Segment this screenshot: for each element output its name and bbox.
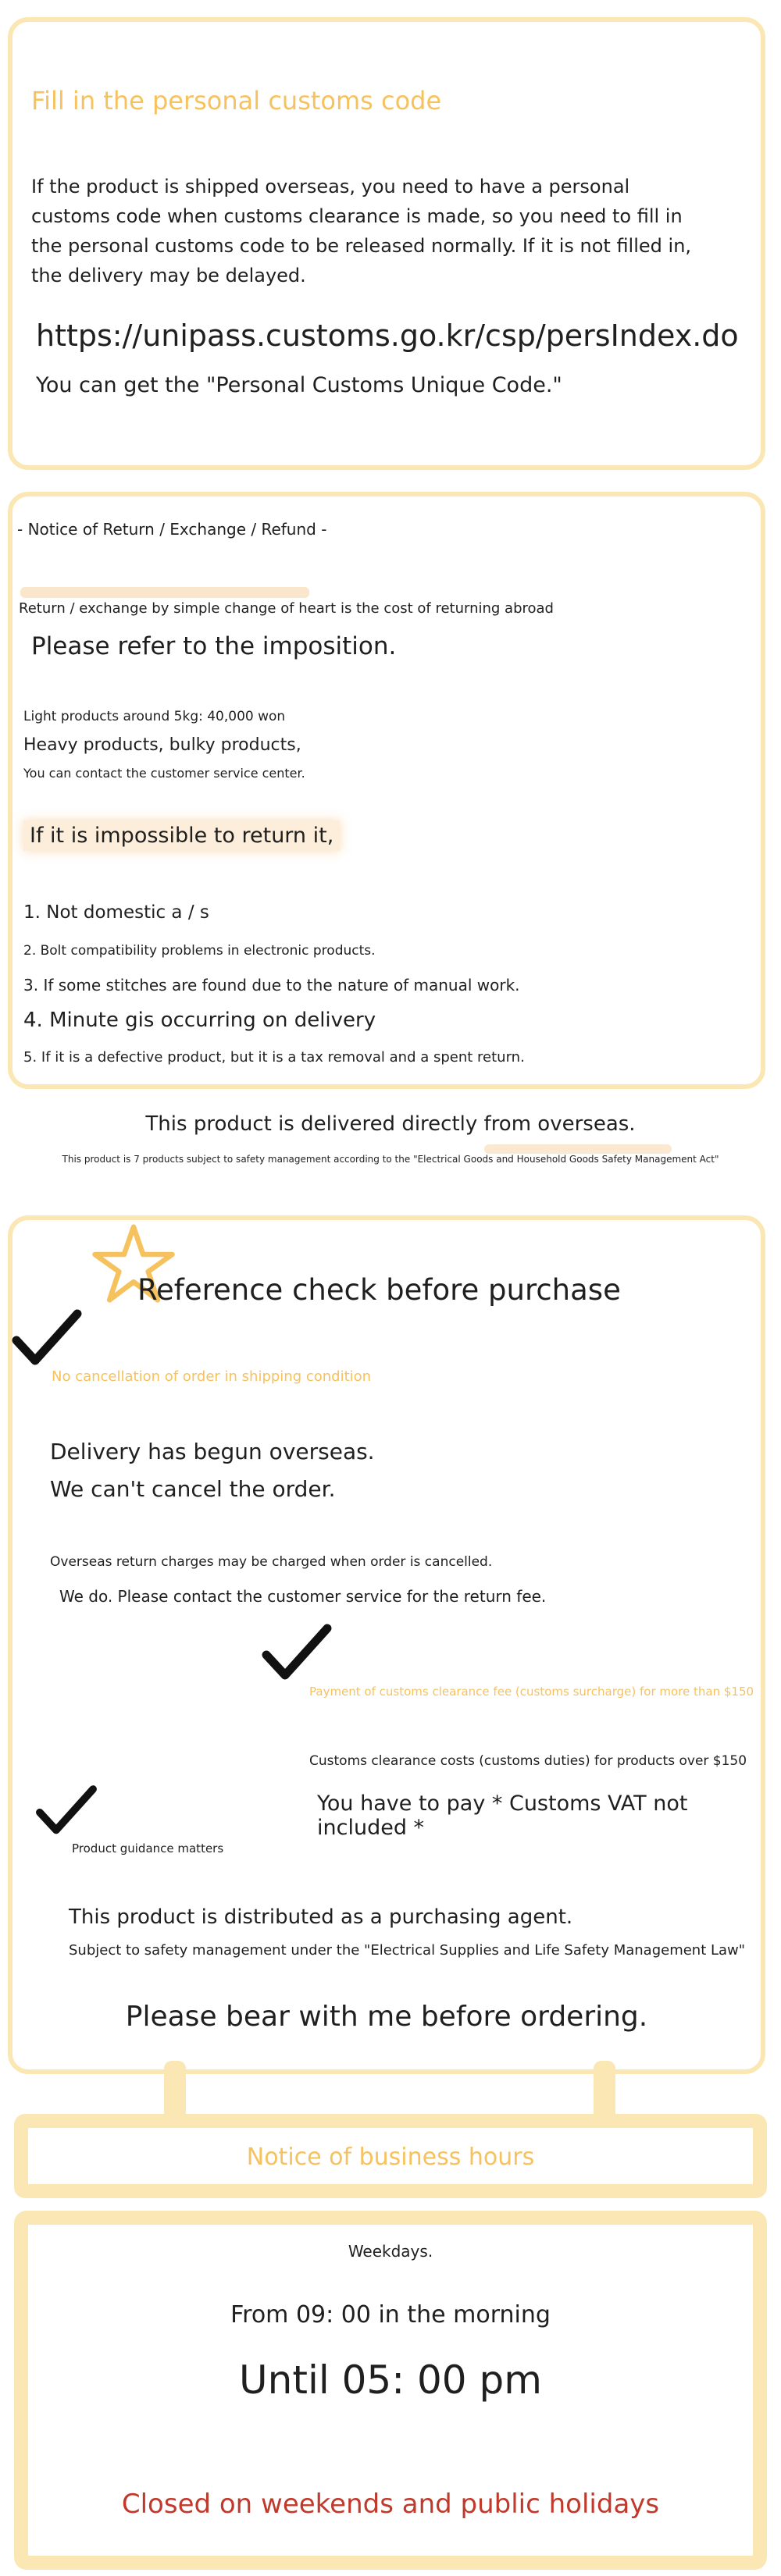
pay-notice: You have to pay * Customs VAT not included * — [317, 1791, 688, 1840]
customs-body: If the product is shipped overseas, you need to have a personal customs code when customs clearance is made, so you need to fill in the personal customs code to be released normally. If it is not filled in, the delivery may be delayed. — [31, 176, 692, 286]
safety-line: Subject to safety management under the "Electrical Supplies and Life Safety Management Law" — [69, 1942, 746, 1959]
customs-url[interactable]: https://unipass.customs.go.kr/csp/persIndex.do — [36, 318, 739, 353]
overseas-line-2: This product is 7 products subject to safety management according to the "Electrical Goods and Household Goods Safety Management Act" — [62, 1154, 719, 1165]
reference-title: Reference check before purchase — [137, 1273, 621, 1307]
overseas-line-1: This product is delivered directly from overseas. — [145, 1112, 636, 1136]
charges-line-1: Overseas return charges may be charged when order is cancelled. — [50, 1554, 493, 1570]
return-title: - Notice of Return / Exchange / Refund - — [17, 520, 327, 539]
customs-note: You can get the "Personal Customs Unique Code." — [36, 373, 562, 397]
return-line-4: Heavy products, bulky products, — [23, 735, 301, 755]
hours-weekdays: Weekdays. — [348, 2242, 433, 2261]
hours-title-board — [14, 2114, 767, 2198]
checkmark-icon — [35, 1784, 98, 1838]
customs-fee-label: Payment of customs clearance fee (customs surcharge) for more than $150 — [309, 1685, 754, 1699]
return-line-3: Light products around 5kg: 40,000 won — [23, 709, 286, 724]
agent-line: This product is distributed as a purchasing agent. — [69, 1905, 573, 1929]
hours-title: Notice of business hours — [246, 2144, 535, 2171]
return-highlight-bar — [20, 587, 309, 598]
return-line-5: You can contact the customer service center. — [23, 766, 305, 781]
return-item-5: 5. If it is a defective product, but it is a tax removal and a spent return. — [23, 1049, 525, 1066]
return-line-2: Please refer to the imposition. — [31, 632, 397, 660]
customs-title: Fill in the personal customs code — [31, 86, 442, 116]
reference-check-section — [8, 1215, 765, 2074]
return-item-2: 2. Bolt compatibility problems in electronic products. — [23, 943, 376, 959]
hours-from: From 09: 00 in the morning — [230, 2301, 551, 2329]
overseas-highlight — [484, 1144, 672, 1154]
return-line-1: Return / exchange by simple change of heart is the cost of returning abroad — [19, 600, 554, 617]
delivery-line-2: We can't cancel the order. — [50, 1476, 336, 1502]
customs-code-section — [8, 17, 765, 470]
bear-with-me: Please bear with me before ordering. — [125, 2001, 648, 2033]
return-item-3: 3. If some stitches are found due to the nature of manual work. — [23, 976, 520, 994]
return-item-4: 4. Minute gis occurring on delivery — [23, 1009, 376, 1032]
return-notice-section — [8, 492, 765, 1089]
no-cancel-label: No cancellation of order in shipping condition — [52, 1368, 372, 1385]
checkmark-icon — [12, 1308, 82, 1370]
delivery-line-1: Delivery has begun overseas. — [50, 1439, 375, 1464]
hours-closed: Closed on weekends and public holidays — [121, 2489, 660, 2520]
guidance-label: Product guidance matters — [72, 1841, 224, 1856]
hours-board — [14, 2211, 767, 2570]
hours-until: Until 05: 00 pm — [239, 2357, 542, 2403]
checkmark-icon — [262, 1622, 332, 1685]
charges-line-2: We do. Please contact the customer service for the return fee. — [59, 1587, 547, 1606]
return-impossible: If it is impossible to return it, — [23, 820, 340, 851]
return-item-1: 1. Not domestic a / s — [23, 902, 209, 923]
customs-cost-label: Customs clearance costs (customs duties) for products over $150 — [309, 1753, 747, 1769]
